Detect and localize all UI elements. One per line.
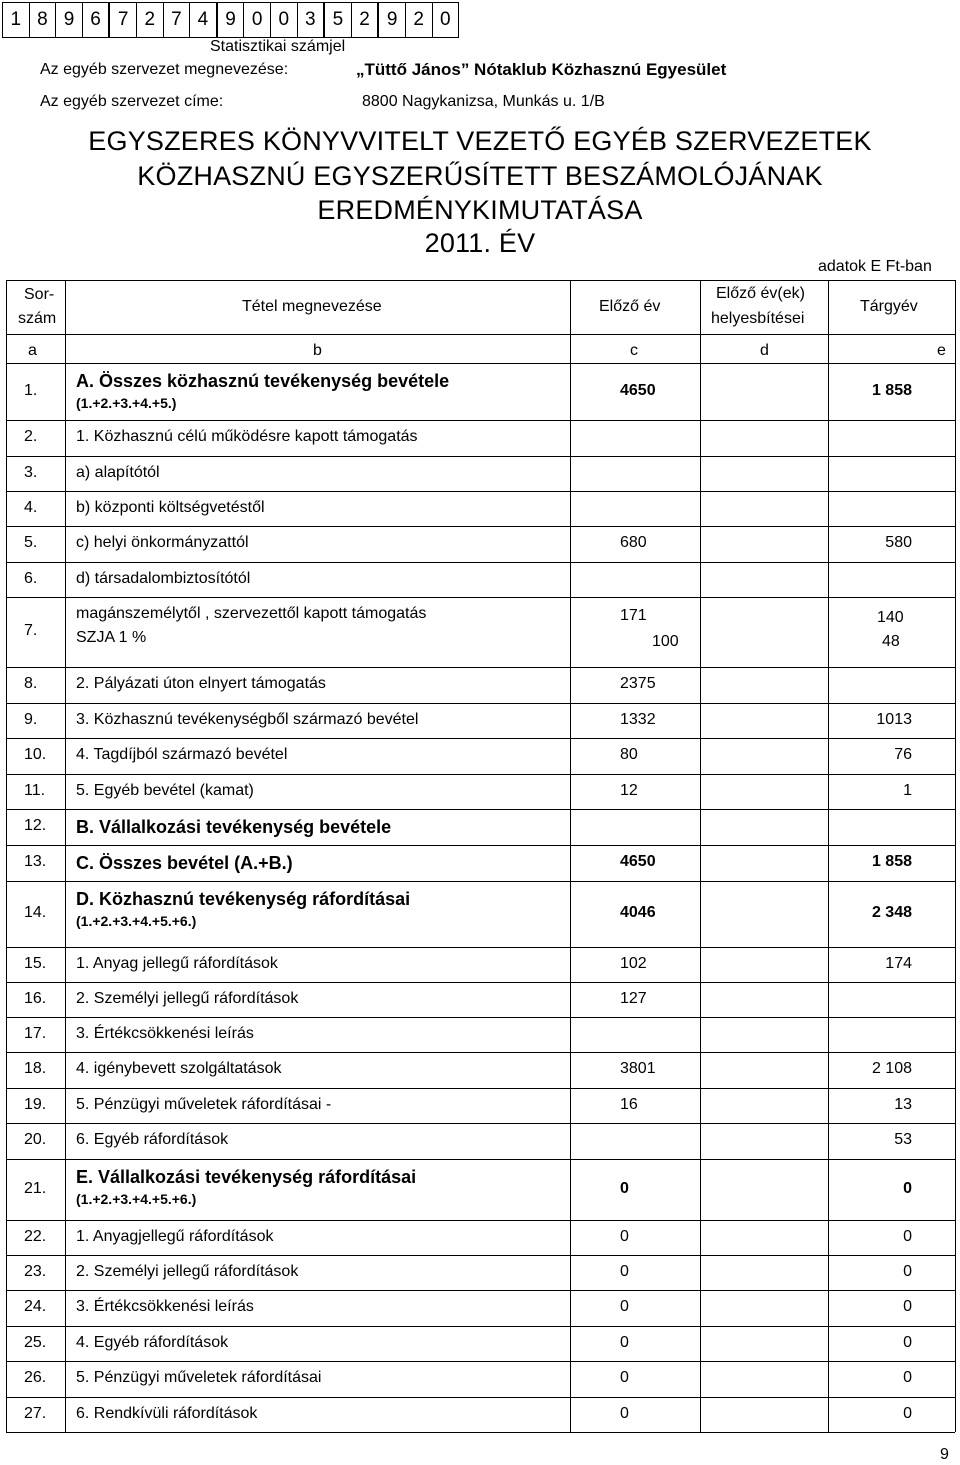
stat-digit: 1 [3, 3, 30, 37]
current-year-value: 0 [903, 1298, 912, 1315]
row-border [6, 363, 955, 364]
row-border [6, 1088, 955, 1089]
current-year-value: 76 [894, 746, 912, 763]
row-border [6, 491, 955, 492]
row-border [6, 1397, 955, 1398]
stat-digit: 2 [137, 3, 164, 37]
row-sublabel: SZJA 1 % [76, 629, 147, 646]
page-number: 9 [940, 1446, 949, 1463]
row-number: 15. [24, 954, 47, 972]
row-sublabel: (1.+2.+3.+4.+5.+6.) [76, 913, 197, 929]
stat-label: Statisztikai számjel [210, 38, 346, 55]
header-tetel: Tétel megnevezése [242, 298, 382, 315]
letter-b: b [313, 342, 322, 359]
row-label: 6. Egyéb ráfordítások [76, 1131, 229, 1148]
header-helyesbitesek-1: Előző év(ek) [716, 285, 805, 302]
row-label: 1. Anyag jellegű ráfordítások [76, 954, 278, 972]
row-number: 16. [24, 989, 47, 1007]
row-number: 26. [24, 1369, 47, 1386]
row-sublabel: (1.+2.+3.+4.+5.+6.) [76, 1191, 197, 1207]
stat-digit: 2 [352, 3, 380, 37]
row-number: 19. [24, 1095, 47, 1113]
row-number: 23. [24, 1262, 47, 1280]
stat-digit: 9 [56, 3, 83, 37]
prev-year-value: 0 [620, 1179, 629, 1197]
prev-year-value: 0 [620, 1369, 629, 1386]
row-border [6, 1017, 955, 1018]
report-title-line1: EGYSZERES KÖNYVVITELT VEZETŐ EGYÉB SZERVEZETEK [88, 126, 872, 156]
row-number: 3. [24, 463, 38, 481]
stat-digit: 9 [218, 3, 245, 37]
column-border [570, 280, 571, 1432]
row-number: 4. [24, 498, 38, 516]
stat-digit: 2 [406, 3, 433, 37]
org-name-label: Az egyéb szervezet megnevezése: [40, 61, 289, 78]
prev-year-value: 4650 [620, 381, 656, 399]
current-year-value: 0 [903, 1179, 912, 1197]
prev-year-value: 80 [620, 746, 638, 763]
letter-a: a [28, 342, 37, 359]
row-label: 1. Közhasznú célú működésre kapott támogatás [76, 428, 418, 445]
row-border [6, 1361, 955, 1362]
row-label: D. Közhasznú tevékenység ráfordításai [76, 889, 411, 909]
row-number: 2. [24, 428, 38, 445]
table-header-divider [6, 334, 955, 335]
row-label: 5. Egyéb bevétel (kamat) [76, 781, 254, 799]
row-border [6, 420, 955, 421]
row-border [6, 1290, 955, 1291]
stat-digit: 7 [164, 3, 191, 37]
row-label: 3. Közhasznú tevékenységből származó bevétel [76, 710, 419, 728]
stat-digit: 0 [271, 3, 298, 37]
row-border [6, 1432, 955, 1433]
row-number: 6. [24, 569, 38, 587]
row-border [6, 1220, 955, 1221]
prev-year-value: 127 [620, 989, 647, 1007]
prev-year-value: 171 [620, 607, 647, 624]
header-helyesbitesek-2: helyesbítései [711, 310, 805, 327]
row-number: 8. [24, 675, 38, 692]
row-number: 24. [24, 1298, 47, 1315]
current-year-value: 0 [903, 1404, 912, 1422]
report-year: 2011. ÉV [424, 228, 536, 258]
prev-year-value: 4046 [620, 904, 656, 921]
current-year-value: 580 [885, 534, 912, 551]
row-number: 21. [24, 1179, 47, 1197]
stat-digit: 3 [298, 3, 326, 37]
row-border [6, 809, 955, 810]
row-border [6, 774, 955, 775]
report-title-line3: EREDMÉNYKIMUTATÁSA [317, 195, 643, 225]
current-year-value: 0 [903, 1227, 912, 1245]
row-number: 5. [24, 534, 38, 551]
row-label: 6. Rendkívüli ráfordítások [76, 1404, 258, 1422]
stat-digit: 9 [379, 3, 406, 37]
prev-year-value: 0 [620, 1333, 629, 1351]
current-year-value: 13 [894, 1095, 912, 1113]
row-number: 11. [24, 781, 46, 799]
row-label: 4. Tagdíjból származó bevétel [76, 746, 288, 763]
current-year-value: 140 [877, 609, 904, 626]
current-year-value: 0 [903, 1369, 912, 1386]
row-border [6, 881, 955, 882]
letter-d: d [760, 342, 769, 359]
current-year-value: 1 858 [871, 853, 912, 870]
prev-year-value-2: 100 [652, 633, 679, 650]
current-year-value: 2 348 [871, 904, 912, 921]
header-sorszam-2: szám [18, 310, 57, 327]
row-border [6, 1255, 955, 1256]
prev-year-value: 4650 [620, 853, 656, 870]
stat-digit: 7 [110, 3, 137, 37]
current-year-value-2: 48 [882, 633, 900, 650]
row-label: 5. Pénzügyi műveletek ráfordításai [76, 1369, 322, 1386]
row-number: 12. [24, 817, 47, 834]
row-label: b) központi költségvetéstől [76, 498, 265, 516]
row-border [6, 845, 955, 846]
prev-year-value: 0 [620, 1298, 629, 1315]
header-sorszam-1: Sor- [24, 286, 55, 303]
row-label: 4. Egyéb ráfordítások [76, 1333, 229, 1351]
row-number: 18. [24, 1060, 47, 1077]
row-number: 13. [24, 853, 47, 870]
current-year-value: 0 [903, 1333, 912, 1351]
row-border [6, 947, 955, 948]
report-title-line2: KÖZHASZNÚ EGYSZERŰSÍTETT BESZÁMOLÓJÁNAK [137, 161, 823, 191]
row-border [6, 456, 955, 457]
current-year-value: 53 [894, 1131, 912, 1148]
row-label: 2. Személyi jellegű ráfordítások [76, 989, 299, 1007]
unit-note: adatok E Ft-ban [818, 258, 932, 275]
row-border [6, 738, 955, 739]
current-year-value: 0 [903, 1262, 912, 1280]
row-label: magánszemélytől , szervezettől kapott támogatás [76, 605, 427, 622]
prev-year-value: 102 [620, 954, 647, 972]
prev-year-value: 16 [620, 1095, 638, 1113]
prev-year-value: 1332 [620, 710, 656, 728]
row-number: 7. [24, 622, 38, 639]
stat-digit: 0 [440, 9, 451, 30]
stat-digit: 8 [30, 3, 57, 37]
current-year-value: 1 858 [871, 381, 912, 399]
letter-c: c [630, 342, 638, 359]
stat-digit: 6 [83, 3, 111, 37]
row-label: C. Összes bevétel (A.+B.) [76, 853, 293, 873]
stat-digit: 5 [325, 3, 352, 37]
row-label: 1. Anyagjellegű ráfordítások [76, 1227, 274, 1245]
row-border [6, 562, 955, 563]
row-border [6, 1326, 955, 1327]
row-label: d) társadalombiztosítótól [76, 569, 251, 587]
column-border [955, 280, 956, 1432]
row-label: 2. Személyi jellegű ráfordítások [76, 1262, 299, 1280]
column-border [828, 280, 829, 1432]
row-number: 20. [24, 1131, 47, 1148]
row-number: 14. [24, 904, 47, 921]
row-label: A. Összes közhasznú tevékenység bevétele [76, 371, 450, 391]
row-label: 3. Értékcsökkenési leírás [76, 1298, 254, 1315]
table-header-top-line [6, 280, 955, 281]
row-border [6, 982, 955, 983]
row-number: 27. [24, 1404, 47, 1422]
row-border [6, 1159, 955, 1160]
row-border [6, 1123, 955, 1124]
org-address: 8800 Nagykanizsa, Munkás u. 1/B [362, 93, 605, 110]
row-label: 2. Pályázati úton elnyert támogatás [76, 675, 326, 692]
prev-year-value: 0 [620, 1404, 629, 1422]
row-label: 5. Pénzügyi műveletek ráfordításai - [76, 1095, 332, 1113]
header-targyev: Tárgyév [860, 298, 918, 315]
column-border [65, 280, 66, 1432]
current-year-value: 1 [903, 781, 912, 799]
row-number: 10. [24, 746, 47, 763]
prev-year-value: 0 [620, 1227, 629, 1245]
header-elozo-ev: Előző év [599, 298, 661, 315]
row-label: E. Vállalkozási tevékenység ráfordításai [76, 1167, 417, 1187]
row-label: c) helyi önkormányzattól [76, 534, 249, 551]
prev-year-value: 12 [620, 781, 638, 799]
row-border [6, 597, 955, 598]
stat-digit: 4 [190, 3, 218, 37]
prev-year-value: 2375 [620, 675, 656, 692]
org-address-label: Az egyéb szervezet címe: [40, 93, 224, 110]
current-year-value: 174 [885, 954, 912, 972]
row-border [6, 667, 955, 668]
row-number: 9. [24, 710, 38, 728]
row-label: a) alapítótól [76, 463, 160, 481]
row-border [6, 1052, 955, 1053]
stat-digit: 0 [244, 3, 271, 37]
row-label: 4. igénybevett szolgáltatások [76, 1060, 282, 1077]
row-border [6, 703, 955, 704]
row-number: 25. [24, 1333, 47, 1351]
letter-e: e [937, 342, 946, 359]
stat-number-boxes [2, 2, 459, 38]
row-number: 1. [24, 381, 38, 399]
prev-year-value: 3801 [620, 1060, 656, 1077]
column-border [700, 280, 701, 1432]
row-number: 22. [24, 1227, 47, 1245]
row-border [6, 526, 955, 527]
row-label: B. Vállalkozási tevékenység bevétele [76, 817, 392, 837]
row-sublabel: (1.+2.+3.+4.+5.) [76, 395, 177, 411]
row-number: 17. [24, 1024, 47, 1042]
current-year-value: 2 108 [871, 1060, 912, 1077]
row-label: 3. Értékcsökkenési leírás [76, 1024, 254, 1042]
column-border [6, 280, 7, 1432]
prev-year-value: 680 [620, 534, 647, 551]
current-year-value: 1013 [876, 710, 912, 728]
org-name: „Tüttő János” Nótaklub Közhasznú Egyesület [356, 60, 727, 79]
prev-year-value: 0 [620, 1262, 629, 1280]
